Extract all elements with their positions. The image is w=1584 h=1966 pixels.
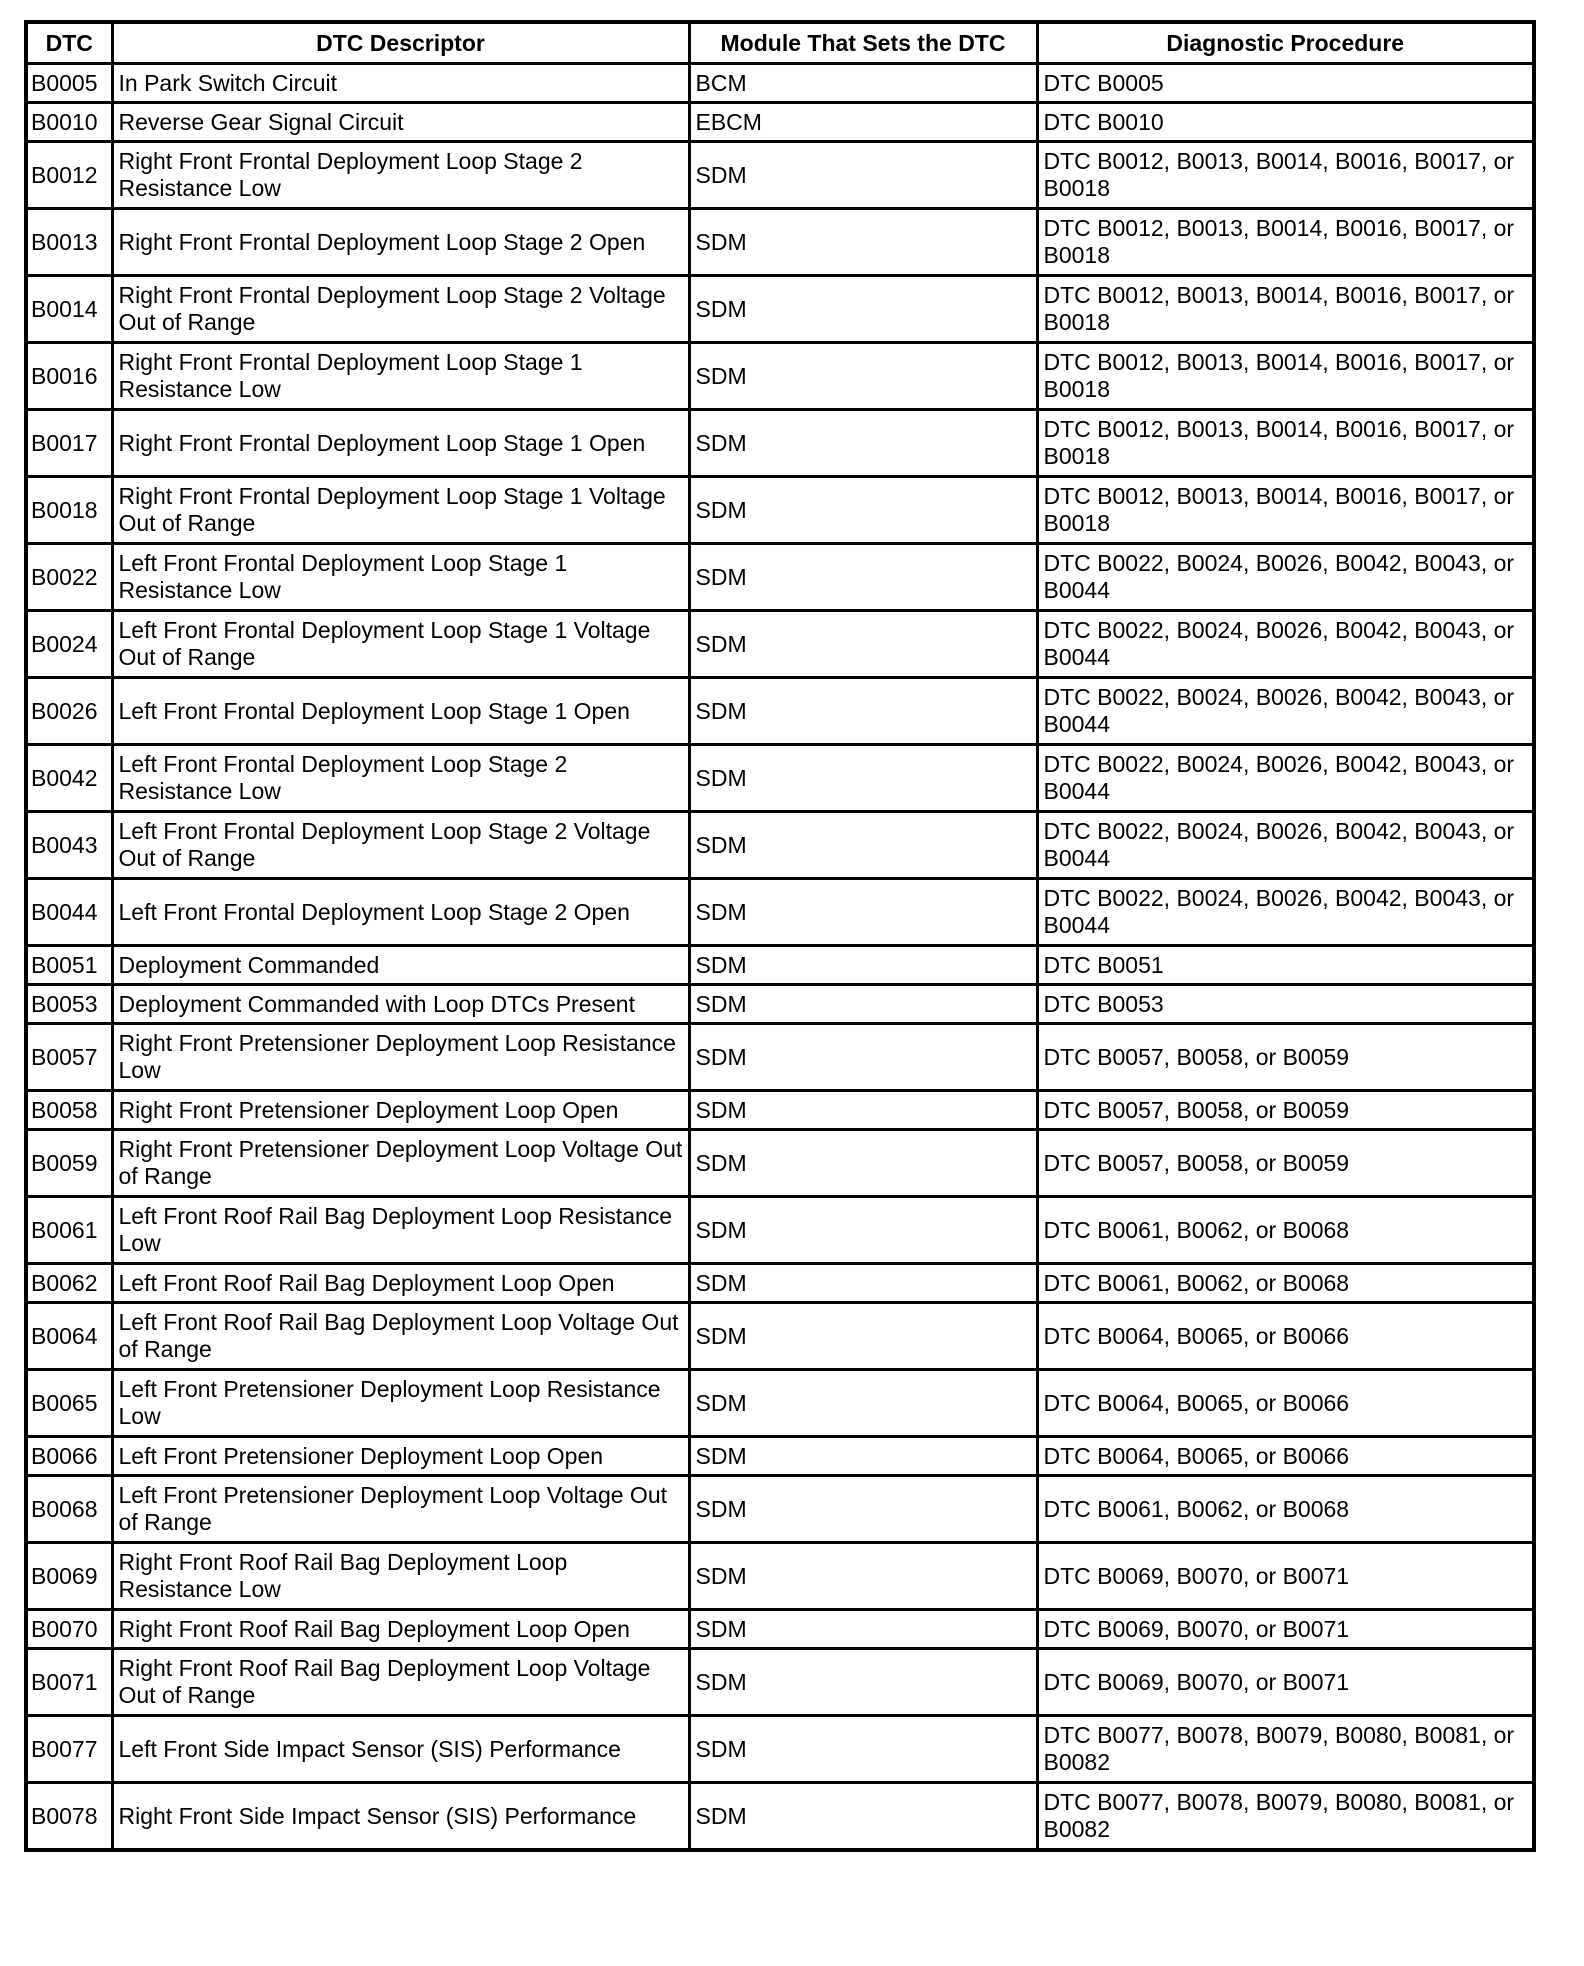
dtc-code-cell: B0017 [26, 410, 112, 477]
dtc-code-cell: B0068 [26, 1476, 112, 1543]
dtc-descriptor-cell: Right Front Frontal Deployment Loop Stage 1 Open [112, 410, 689, 477]
dtc-descriptor-cell: Right Front Frontal Deployment Loop Stage 2 Resistance Low [112, 142, 689, 209]
dtc-descriptor-cell: Right Front Pretensioner Deployment Loop Open [112, 1091, 689, 1130]
diagnostic-procedure-cell: DTC B0077, B0078, B0079, B0080, B0081, or B0082 [1037, 1716, 1534, 1783]
header-dtc: DTC [26, 22, 112, 64]
table-row [26, 1130, 1534, 1197]
dtc-code-cell: B0070 [26, 1610, 112, 1649]
table-row [26, 812, 1534, 879]
header-module: Module That Sets the DTC [689, 22, 1037, 64]
dtc-descriptor-cell: Left Front Pretensioner Deployment Loop Voltage Out of Range [112, 1476, 689, 1543]
module-cell: SDM [689, 1024, 1037, 1091]
table-row [26, 985, 1534, 1024]
diagnostic-procedure-cell: DTC B0077, B0078, B0079, B0080, B0081, or B0082 [1037, 1783, 1534, 1851]
table-header-row [26, 22, 1534, 64]
module-cell: SDM [689, 1716, 1037, 1783]
dtc-code-cell: B0010 [26, 103, 112, 142]
dtc-code-cell: B0051 [26, 946, 112, 985]
dtc-descriptor-cell: Right Front Frontal Deployment Loop Stage 2 Voltage Out of Range [112, 276, 689, 343]
dtc-descriptor-cell: Left Front Pretensioner Deployment Loop Resistance Low [112, 1370, 689, 1437]
table-row [26, 410, 1534, 477]
dtc-code-cell: B0069 [26, 1543, 112, 1610]
table-row [26, 209, 1534, 276]
table-row [26, 477, 1534, 544]
table-row [26, 678, 1534, 745]
module-cell: SDM [689, 1303, 1037, 1370]
dtc-code-cell: B0042 [26, 745, 112, 812]
module-cell: SDM [689, 1264, 1037, 1303]
module-cell: SDM [689, 1437, 1037, 1476]
diagnostic-procedure-cell: DTC B0064, B0065, or B0066 [1037, 1370, 1534, 1437]
table-row [26, 544, 1534, 611]
dtc-code-cell: B0062 [26, 1264, 112, 1303]
module-cell: SDM [689, 946, 1037, 985]
diagnostic-procedure-cell: DTC B0057, B0058, or B0059 [1037, 1091, 1534, 1130]
table-row [26, 611, 1534, 678]
dtc-descriptor-cell: Right Front Side Impact Sensor (SIS) Performance [112, 1783, 689, 1851]
dtc-code-cell: B0066 [26, 1437, 112, 1476]
dtc-descriptor-cell: Right Front Roof Rail Bag Deployment Loop Voltage Out of Range [112, 1649, 689, 1716]
dtc-descriptor-cell: Right Front Frontal Deployment Loop Stage 1 Resistance Low [112, 343, 689, 410]
module-cell: SDM [689, 142, 1037, 209]
table-row [26, 1091, 1534, 1130]
diagnostic-procedure-cell: DTC B0061, B0062, or B0068 [1037, 1197, 1534, 1264]
module-cell: SDM [689, 209, 1037, 276]
module-cell: SDM [689, 1783, 1037, 1851]
dtc-code-cell: B0058 [26, 1091, 112, 1130]
diagnostic-procedure-cell: DTC B0064, B0065, or B0066 [1037, 1437, 1534, 1476]
table-row [26, 1783, 1534, 1851]
diagnostic-procedure-cell: DTC B0069, B0070, or B0071 [1037, 1649, 1534, 1716]
module-cell: SDM [689, 1197, 1037, 1264]
dtc-descriptor-cell: Left Front Roof Rail Bag Deployment Loop Open [112, 1264, 689, 1303]
module-cell: SDM [689, 410, 1037, 477]
diagnostic-procedure-cell: DTC B0022, B0024, B0026, B0042, B0043, or B0044 [1037, 879, 1534, 946]
header-dtc-descriptor: DTC Descriptor [112, 22, 689, 64]
module-cell: SDM [689, 1370, 1037, 1437]
dtc-code-cell: B0071 [26, 1649, 112, 1716]
module-cell: SDM [689, 611, 1037, 678]
module-cell: SDM [689, 477, 1037, 544]
dtc-table [24, 20, 1536, 1852]
table-body [26, 64, 1534, 1851]
module-cell: SDM [689, 544, 1037, 611]
table-row [26, 1370, 1534, 1437]
dtc-code-cell: B0005 [26, 64, 112, 103]
table-row [26, 1649, 1534, 1716]
diagnostic-procedure-cell: DTC B0064, B0065, or B0066 [1037, 1303, 1534, 1370]
dtc-code-cell: B0077 [26, 1716, 112, 1783]
table-row [26, 1476, 1534, 1543]
table-row [26, 103, 1534, 142]
diagnostic-procedure-cell: DTC B0051 [1037, 946, 1534, 985]
diagnostic-procedure-cell: DTC B0012, B0013, B0014, B0016, B0017, or B0018 [1037, 477, 1534, 544]
diagnostic-procedure-cell: DTC B0061, B0062, or B0068 [1037, 1476, 1534, 1543]
dtc-descriptor-cell: Right Front Roof Rail Bag Deployment Loop Open [112, 1610, 689, 1649]
diagnostic-procedure-cell: DTC B0022, B0024, B0026, B0042, B0043, or B0044 [1037, 745, 1534, 812]
table-row [26, 1610, 1534, 1649]
dtc-code-cell: B0014 [26, 276, 112, 343]
dtc-descriptor-cell: Left Front Frontal Deployment Loop Stage 2 Voltage Out of Range [112, 812, 689, 879]
diagnostic-procedure-cell: DTC B0012, B0013, B0014, B0016, B0017, or B0018 [1037, 276, 1534, 343]
diagnostic-procedure-cell: DTC B0005 [1037, 64, 1534, 103]
table-row [26, 1303, 1534, 1370]
dtc-descriptor-cell: Reverse Gear Signal Circuit [112, 103, 689, 142]
module-cell: SDM [689, 1476, 1037, 1543]
table-row [26, 879, 1534, 946]
diagnostic-procedure-cell: DTC B0012, B0013, B0014, B0016, B0017, or B0018 [1037, 410, 1534, 477]
dtc-descriptor-cell: Right Front Pretensioner Deployment Loop Resistance Low [112, 1024, 689, 1091]
dtc-descriptor-cell: Left Front Frontal Deployment Loop Stage 2 Open [112, 879, 689, 946]
diagnostic-procedure-cell: DTC B0022, B0024, B0026, B0042, B0043, or B0044 [1037, 812, 1534, 879]
dtc-descriptor-cell: Right Front Pretensioner Deployment Loop Voltage Out of Range [112, 1130, 689, 1197]
dtc-code-cell: B0013 [26, 209, 112, 276]
dtc-code-cell: B0026 [26, 678, 112, 745]
dtc-descriptor-cell: Left Front Frontal Deployment Loop Stage 2 Resistance Low [112, 745, 689, 812]
diagnostic-procedure-cell: DTC B0053 [1037, 985, 1534, 1024]
module-cell: SDM [689, 1610, 1037, 1649]
table-row [26, 142, 1534, 209]
diagnostic-procedure-cell: DTC B0022, B0024, B0026, B0042, B0043, or B0044 [1037, 544, 1534, 611]
diagnostic-procedure-cell: DTC B0010 [1037, 103, 1534, 142]
dtc-descriptor-cell: Deployment Commanded [112, 946, 689, 985]
module-cell: SDM [689, 1543, 1037, 1610]
table-row [26, 1264, 1534, 1303]
dtc-code-cell: B0024 [26, 611, 112, 678]
diagnostic-procedure-cell: DTC B0012, B0013, B0014, B0016, B0017, or B0018 [1037, 343, 1534, 410]
dtc-descriptor-cell: In Park Switch Circuit [112, 64, 689, 103]
module-cell: SDM [689, 879, 1037, 946]
dtc-code-cell: B0078 [26, 1783, 112, 1851]
module-cell: SDM [689, 1649, 1037, 1716]
module-cell: SDM [689, 276, 1037, 343]
dtc-code-cell: B0012 [26, 142, 112, 209]
dtc-descriptor-cell: Left Front Frontal Deployment Loop Stage 1 Resistance Low [112, 544, 689, 611]
dtc-code-cell: B0043 [26, 812, 112, 879]
diagnostic-procedure-cell: DTC B0069, B0070, or B0071 [1037, 1543, 1534, 1610]
dtc-code-cell: B0064 [26, 1303, 112, 1370]
dtc-descriptor-cell: Left Front Frontal Deployment Loop Stage 1 Voltage Out of Range [112, 611, 689, 678]
dtc-descriptor-cell: Left Front Roof Rail Bag Deployment Loop Voltage Out of Range [112, 1303, 689, 1370]
dtc-descriptor-cell: Left Front Side Impact Sensor (SIS) Performance [112, 1716, 689, 1783]
module-cell: SDM [689, 1130, 1037, 1197]
dtc-code-cell: B0044 [26, 879, 112, 946]
diagnostic-procedure-cell: DTC B0057, B0058, or B0059 [1037, 1024, 1534, 1091]
module-cell: SDM [689, 678, 1037, 745]
diagnostic-procedure-cell: DTC B0022, B0024, B0026, B0042, B0043, or B0044 [1037, 611, 1534, 678]
dtc-descriptor-cell: Deployment Commanded with Loop DTCs Present [112, 985, 689, 1024]
dtc-code-cell: B0022 [26, 544, 112, 611]
diagnostic-procedure-cell: DTC B0012, B0013, B0014, B0016, B0017, or B0018 [1037, 209, 1534, 276]
module-cell: SDM [689, 1091, 1037, 1130]
dtc-descriptor-cell: Left Front Pretensioner Deployment Loop Open [112, 1437, 689, 1476]
dtc-code-cell: B0061 [26, 1197, 112, 1264]
module-cell: EBCM [689, 103, 1037, 142]
diagnostic-procedure-cell: DTC B0022, B0024, B0026, B0042, B0043, or B0044 [1037, 678, 1534, 745]
table-row [26, 1543, 1534, 1610]
dtc-descriptor-cell: Right Front Roof Rail Bag Deployment Loop Resistance Low [112, 1543, 689, 1610]
table-row [26, 64, 1534, 103]
diagnostic-procedure-cell: DTC B0012, B0013, B0014, B0016, B0017, or B0018 [1037, 142, 1534, 209]
dtc-descriptor-cell: Left Front Frontal Deployment Loop Stage 1 Open [112, 678, 689, 745]
module-cell: SDM [689, 985, 1037, 1024]
module-cell: BCM [689, 64, 1037, 103]
table-row [26, 343, 1534, 410]
table-row [26, 1716, 1534, 1783]
table-row [26, 1437, 1534, 1476]
dtc-descriptor-cell: Right Front Frontal Deployment Loop Stage 1 Voltage Out of Range [112, 477, 689, 544]
dtc-code-cell: B0053 [26, 985, 112, 1024]
diagnostic-procedure-cell: DTC B0069, B0070, or B0071 [1037, 1610, 1534, 1649]
table-row [26, 745, 1534, 812]
dtc-descriptor-cell: Left Front Roof Rail Bag Deployment Loop Resistance Low [112, 1197, 689, 1264]
dtc-code-cell: B0057 [26, 1024, 112, 1091]
diagnostic-procedure-cell: DTC B0057, B0058, or B0059 [1037, 1130, 1534, 1197]
dtc-code-cell: B0018 [26, 477, 112, 544]
table-row [26, 946, 1534, 985]
table-row [26, 1024, 1534, 1091]
diagnostic-procedure-cell: DTC B0061, B0062, or B0068 [1037, 1264, 1534, 1303]
dtc-code-cell: B0016 [26, 343, 112, 410]
dtc-descriptor-cell: Right Front Frontal Deployment Loop Stage 2 Open [112, 209, 689, 276]
table-row [26, 1197, 1534, 1264]
table-row [26, 276, 1534, 343]
module-cell: SDM [689, 343, 1037, 410]
dtc-code-cell: B0059 [26, 1130, 112, 1197]
module-cell: SDM [689, 745, 1037, 812]
module-cell: SDM [689, 812, 1037, 879]
dtc-code-cell: B0065 [26, 1370, 112, 1437]
header-diagnostic-procedure: Diagnostic Procedure [1037, 22, 1534, 64]
